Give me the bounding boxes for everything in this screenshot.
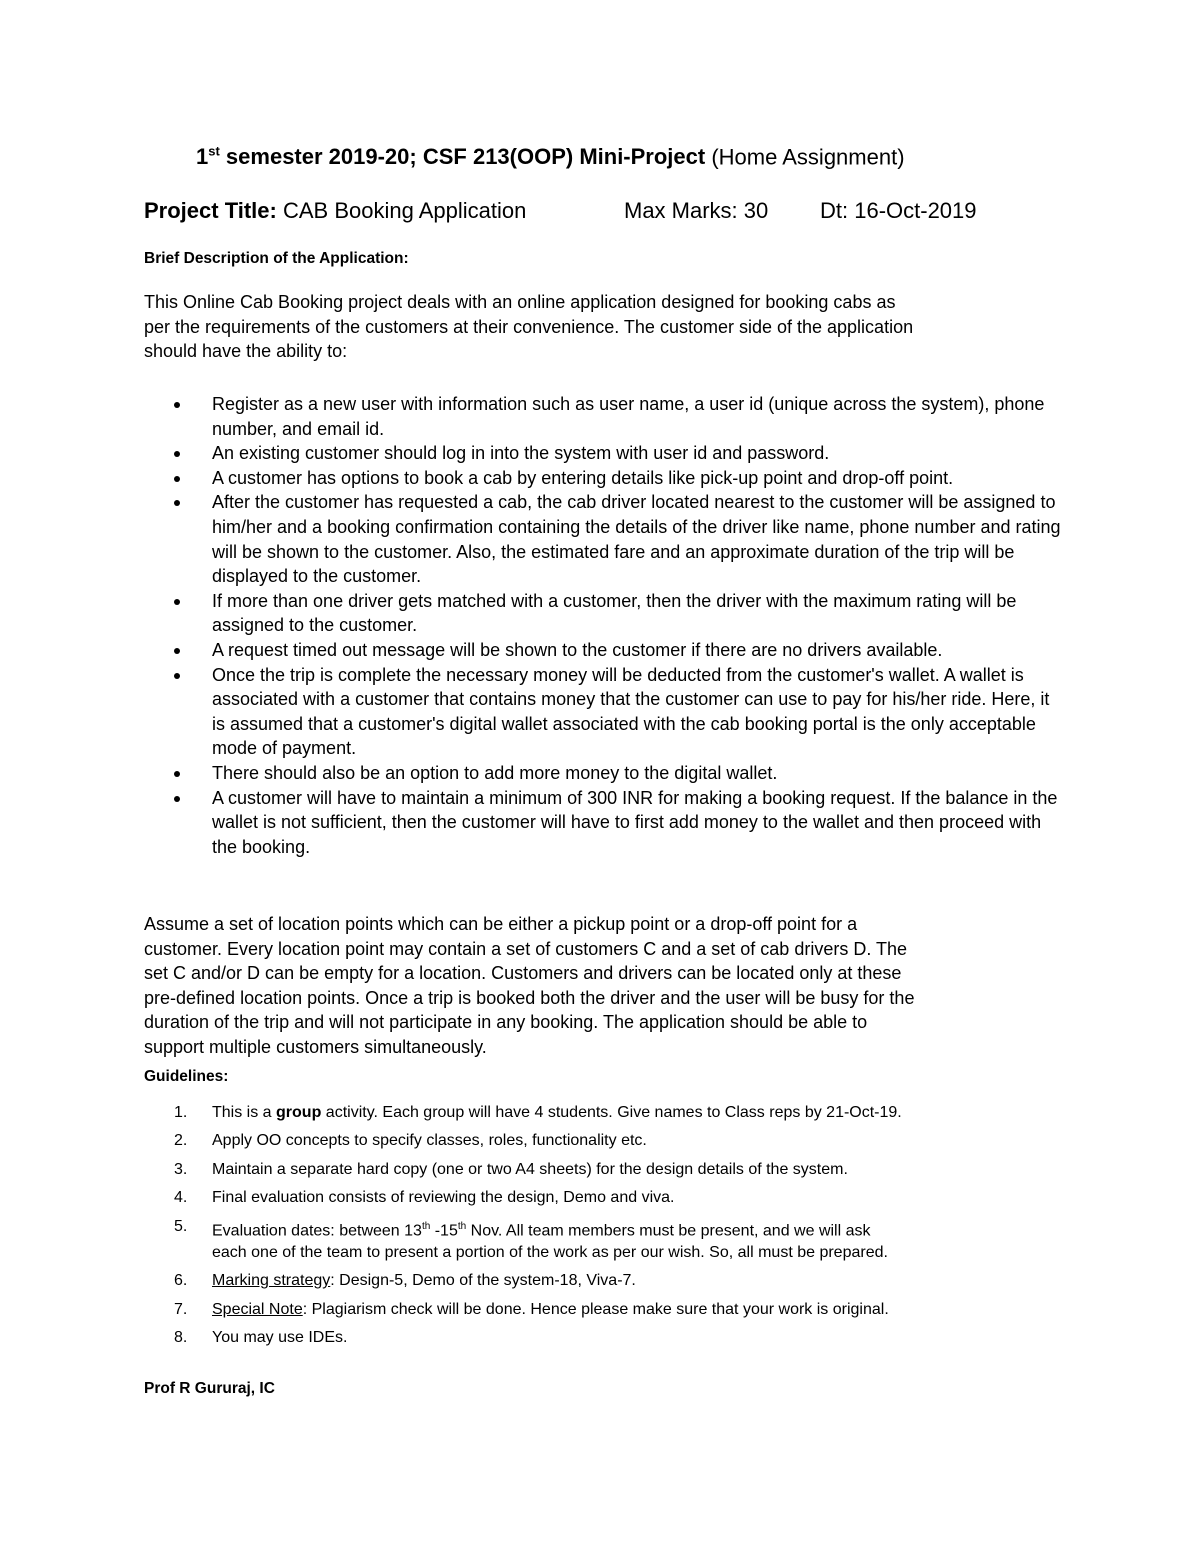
list-item: A request timed out message will be shown to the customer if there are no drivers available.: [144, 638, 1064, 663]
guidelines-heading: Guidelines:: [144, 1068, 229, 1085]
list-number: 8.: [174, 1329, 188, 1347]
bullet-icon: [174, 599, 180, 605]
assumptions-paragraph: [144, 912, 1060, 1059]
guidelines-list: [144, 1102, 1074, 1355]
bullet-icon: [174, 796, 180, 802]
special-note-label: Special Note: [212, 1300, 303, 1318]
list-item: 1. This is a group activity. Each group will have 4 students. Give names to Class reps by 21-Oct-19.: [144, 1102, 1074, 1124]
bullet-icon: [174, 673, 180, 679]
list-item: 7. Special Note: Plagiarism check will be done. Hence please make sure that your work is original.: [144, 1299, 1074, 1321]
bullet-icon: [174, 771, 180, 777]
bullet-icon: [174, 476, 180, 482]
list-item: 4. Final evaluation consists of reviewing the design, Demo and viva.: [144, 1187, 1074, 1209]
intro-line: should have the ability to:: [144, 341, 348, 361]
list-item: 8. You may use IDEs.: [144, 1327, 1074, 1349]
title-course: semester 2019-20; CSF 213(OOP) Mini-Project: [219, 144, 706, 170]
list-item: If more than one driver gets matched with a customer, then the driver with the maximum rating will be assigned to the customer.: [144, 589, 1064, 638]
max-marks: Max Marks: 30: [624, 198, 769, 223]
assumption-line: duration of the trip and will not participate in any booking. The application should be able to: [144, 1012, 868, 1032]
list-item: Register as a new user with information such as user name, a user id (unique across the system), phone number, and email id.: [144, 392, 1064, 441]
list-item: After the customer has requested a cab, the cab driver located nearest to the customer will be assigned to him/her and a booking confirmation containing the details of the driver like name, phone number and rating will be shown to the customer. Also, the estimated fare and an approximate duration of the trip will be displayed to the customer.: [144, 490, 1064, 588]
list-item: 2. Apply OO concepts to specify classes, roles, functionality etc.: [144, 1130, 1074, 1152]
title-assignment-type: (Home Assignment): [705, 144, 905, 170]
brief-description-heading: Brief Description of the Application:: [144, 250, 409, 267]
project-title-value: CAB Booking Application: [276, 198, 527, 223]
intro-paragraph: [144, 290, 1060, 364]
document-date: Dt: 16-Oct-2019: [820, 198, 977, 223]
project-title: [144, 198, 526, 224]
bullet-icon: [174, 648, 180, 654]
list-number: 7.: [174, 1300, 188, 1318]
list-number: 1.: [174, 1104, 188, 1121]
intro-line: per the requirements of the customers at their convenience. The customer side of the application: [144, 316, 914, 337]
list-item: 5. Evaluation dates: between 13th -15th Nov. All team members must be present, and we will ask each one of the team to present a portion of the work as per our wish. So, all must be prepared.: [174, 1217, 888, 1261]
list-number: 4.: [174, 1189, 188, 1207]
list-item: Once the trip is complete the necessary money will be deducted from the customer's wallet. A wallet is associated with a customer that contains money that the customer can use to pay for his/her ride. Here, it is assumed that a customer's digital wallet associated with the cab booking portal is the only acceptable mode of payment.: [144, 663, 1064, 761]
list-number: 2.: [174, 1132, 188, 1150]
bullet-icon: [174, 402, 180, 408]
title-ordinal-suffix: st: [208, 144, 220, 159]
title-ordinal: 1: [196, 144, 209, 170]
signature: Prof R Gururaj, IC: [144, 1380, 275, 1397]
assumption-line: customer. Every location point may contain a set of customers C and a set of cab drivers D. The: [144, 938, 908, 959]
project-title-label: Project Title:: [144, 198, 277, 223]
list-item: 3. Maintain a separate hard copy (one or two A4 sheets) for the design details of the system.: [144, 1159, 1074, 1181]
bullet-icon: [174, 451, 180, 457]
list-number: 6.: [174, 1272, 188, 1290]
list-number: 5.: [174, 1217, 188, 1235]
document-title: [196, 144, 905, 170]
list-item: An existing customer should log in into the system with user id and password.: [144, 441, 1064, 466]
list-item: A customer has options to book a cab by entering details like pick-up point and drop-off point.: [144, 466, 1064, 491]
intro-line: This Online Cab Booking project deals with an online application designed for booking cabs as: [144, 292, 896, 312]
marking-strategy-label: Marking strategy: [212, 1272, 331, 1290]
list-item: There should also be an option to add more money to the digital wallet.: [144, 761, 1064, 786]
requirements-list: [144, 392, 1064, 859]
assumption-line: pre-defined location points. Once a trip is booked both the driver and the user will be busy for the: [144, 987, 915, 1008]
group-emphasis: group: [276, 1104, 322, 1121]
assumption-line: support multiple customers simultaneously.: [144, 1036, 487, 1057]
list-item: 6. Marking strategy: Design-5, Demo of the system-18, Viva-7.: [144, 1270, 1074, 1292]
assumption-line: set C and/or D can be empty for a location. Customers and drivers can be located only at these: [144, 963, 902, 983]
list-item: A customer will have to maintain a minimum of 300 INR for making a booking request. If the balance in the wallet is not sufficient, then the customer will have to first add money to the wallet and then proceed with the booking.: [144, 786, 1064, 860]
bullet-icon: [174, 500, 180, 506]
list-number: 3.: [174, 1160, 188, 1178]
assumption-line: Assume a set of location points which can be either a pickup point or a drop-off point for a: [144, 914, 858, 934]
